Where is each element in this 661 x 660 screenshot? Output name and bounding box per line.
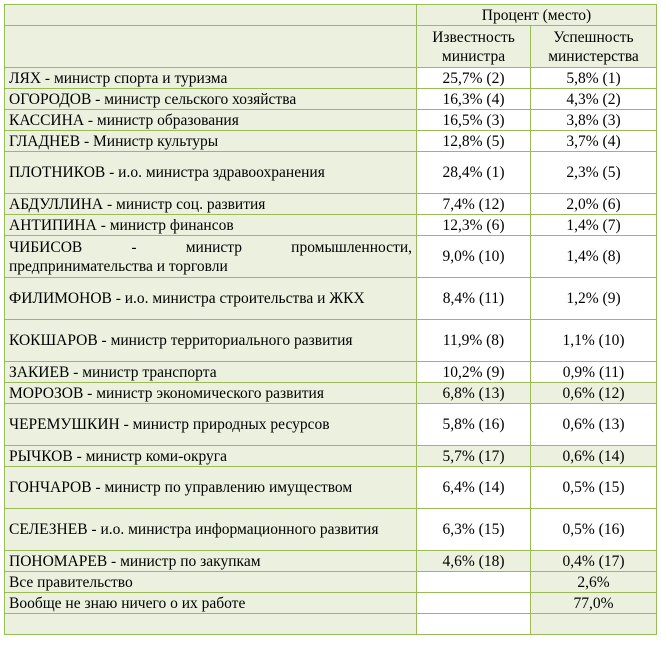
minister-name: СЕЛЕЗНЕВ - и.о. министра информационного развития [5,509,417,551]
success-value: 3,8% (3) [531,110,657,131]
known-value: 10,2% (9) [417,362,531,383]
summary-empty-cell [417,572,531,593]
table-row [5,89,657,110]
header-empty-cell [5,26,417,68]
table-row [5,320,657,362]
header-row-group [5,5,657,26]
known-value: 16,5% (3) [417,110,531,131]
table-row [5,236,657,278]
summary-row-government [5,572,657,593]
minister-name: АБДУЛЛИНА - министр соц. развития [5,194,417,215]
minister-name: ОГОРОДОВ - министр сельского хозяйства [5,89,417,110]
success-value: 2,0% (6) [531,194,657,215]
table-row [5,551,657,572]
success-value: 0,6% (14) [531,446,657,467]
table-row [5,110,657,131]
known-value: 6,3% (15) [417,509,531,551]
known-value: 12,3% (6) [417,215,531,236]
success-value: 4,3% (2) [531,89,657,110]
minister-name: ГОНЧАРОВ - министр по управлению имуществом [5,467,417,509]
header-empty-cell [5,5,417,26]
success-value: 5,8% (1) [531,68,657,89]
minister-name: ГЛАДНЕВ - Министр культуры [5,131,417,152]
empty-cell [531,614,657,635]
known-value: 25,7% (2) [417,68,531,89]
summary-value: 77,0% [531,593,657,614]
success-value: 1,2% (9) [531,278,657,320]
minister-name: ЛЯХ - министр спорта и туризма [5,68,417,89]
table-row [5,215,657,236]
table-row [5,404,657,446]
known-value: 12,8% (5) [417,131,531,152]
table-row [5,152,657,194]
summary-empty-cell [417,593,531,614]
summary-label: Вообще не знаю ничего о их работе [5,593,417,614]
success-value: 1,4% (8) [531,236,657,278]
table-row [5,194,657,215]
minister-name: ЧИБИСОВ - министр промышленности, предпринимательства и торговли [5,236,417,278]
known-value: 11,9% (8) [417,320,531,362]
success-value: 0,6% (12) [531,383,657,404]
empty-cell [417,614,531,635]
success-value: 0,5% (15) [531,467,657,509]
table-row [5,68,657,89]
known-value: 16,3% (4) [417,89,531,110]
table-row [5,446,657,467]
empty-row [5,614,657,635]
table-row [5,383,657,404]
known-value: 7,4% (12) [417,194,531,215]
minister-name: ПЛОТНИКОВ - и.о. министра здравоохранения [5,152,417,194]
table-row [5,131,657,152]
ratings-table [4,4,657,635]
known-value: 28,4% (1) [417,152,531,194]
known-value: 4,6% (18) [417,551,531,572]
success-value: 0,9% (11) [531,362,657,383]
success-value: 1,4% (7) [531,215,657,236]
summary-row-unknown [5,593,657,614]
summary-value: 2,6% [531,572,657,593]
ratings-table-container [4,4,657,635]
minister-name: КОКШАРОВ - министр территориального развития [5,320,417,362]
header-group-label: Процент (место) [417,5,657,26]
success-value: 0,5% (16) [531,509,657,551]
known-value: 6,4% (14) [417,467,531,509]
summary-label: Все правительство [5,572,417,593]
minister-name: КАССИНА - министр образования [5,110,417,131]
header-known: Известность министра [417,26,531,68]
header-success: Успешность министерства [531,26,657,68]
success-value: 1,1% (10) [531,320,657,362]
success-value: 0,6% (13) [531,404,657,446]
known-value: 9,0% (10) [417,236,531,278]
minister-name: ЧЕРЕМУШКИН - министр природных ресурсов [5,404,417,446]
success-value: 0,4% (17) [531,551,657,572]
table-row [5,467,657,509]
known-value: 8,4% (11) [417,278,531,320]
minister-name: ЗАКИЕВ - министр транспорта [5,362,417,383]
known-value: 5,7% (17) [417,446,531,467]
minister-name: ФИЛИМОНОВ - и.о. министра строительства и ЖКХ [5,278,417,320]
known-value: 6,8% (13) [417,383,531,404]
minister-name: АНТИПИНА - министр финансов [5,215,417,236]
minister-name: МОРОЗОВ - министр экономического развития [5,383,417,404]
success-value: 2,3% (5) [531,152,657,194]
header-row-columns [5,26,657,68]
table-row [5,362,657,383]
empty-cell [5,614,417,635]
success-value: 3,7% (4) [531,131,657,152]
table-row [5,509,657,551]
known-value: 5,8% (16) [417,404,531,446]
table-row [5,278,657,320]
minister-name: РЫЧКОВ - министр коми-округа [5,446,417,467]
minister-name: ПОНОМАРЕВ - министр по закупкам [5,551,417,572]
